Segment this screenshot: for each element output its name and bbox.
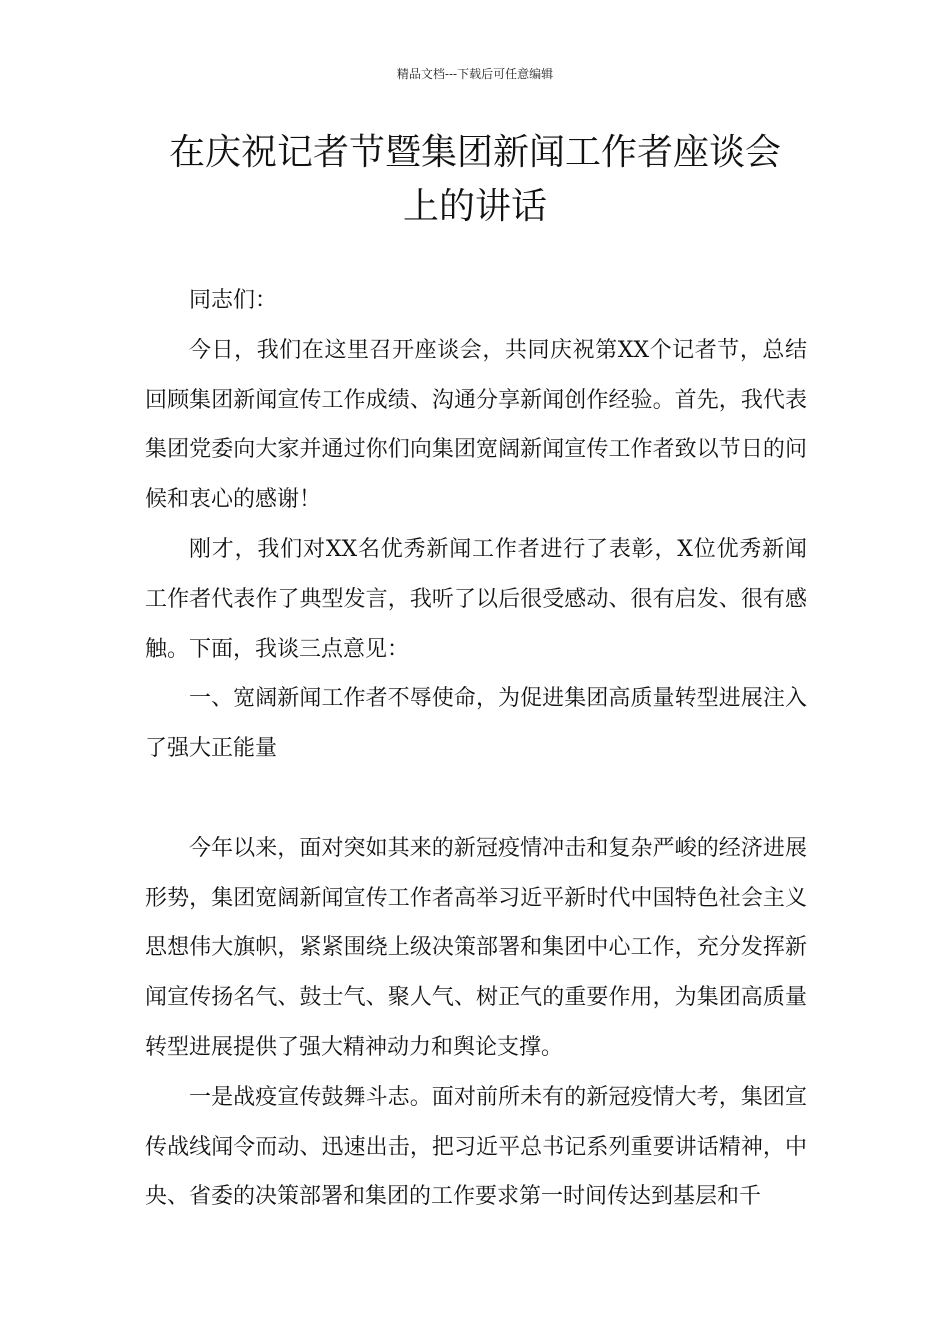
paragraph-opening: 今日，我们在这里召开座谈会，共同庆祝第XX个记者节，总结回顾集团新闻宣传工作成绩、沟通分享新闻创作经验。首先，我代表集团党委向大家并通过你们向集团宽阔新闻宣传工作者致以节日的问候和衷心的感谢！ bbox=[145, 337, 807, 513]
header-note: 精品文档---下载后可任意编辑 bbox=[396, 67, 554, 81]
paragraph-point-1: 一是战疫宣传鼓舞斗志。面对前所未有的新冠疫情大考，集团宣传战线闻令而动、迅速出击，把习近平总书记系列重要讲话精神，中央、省委的决策部署和集团的工作要求第一时间传达到基层和千 bbox=[145, 1084, 807, 1210]
section-heading-1: 一、宽阔新闻工作者不辱使命，为促进集团高质量转型进展注入了强大正能量 bbox=[145, 686, 807, 762]
document-body bbox=[145, 276, 807, 1222]
title-line-1: 在庆祝记者节暨集团新闻工作者座谈会 bbox=[168, 132, 781, 173]
paragraph-review: 今年以来，面对突如其来的新冠疫情冲击和复杂严峻的经济进展形势，集团宽阔新闻宣传工作者高举习近平新时代中国特色社会主义思想伟大旗帜，紧紧围绕上级决策部署和集团中心工作，充分发挥新闻宣传扬名气、鼓士气、聚人气、树正气的重要作用，为集团高质量转型进展提供了强大精神动力和舆论支撑。 bbox=[145, 835, 807, 1060]
paragraph-recognition: 刚才，我们对XX名优秀新闻工作者进行了表彰，X位优秀新闻工作者代表作了典型发言，我听了以后很受感动、很有启发、很有感触。下面，我谈三点意见： bbox=[145, 536, 807, 662]
title-line-2: 上的讲话 bbox=[402, 186, 547, 227]
salutation: 同志们： bbox=[189, 288, 278, 313]
document-title bbox=[120, 126, 830, 234]
